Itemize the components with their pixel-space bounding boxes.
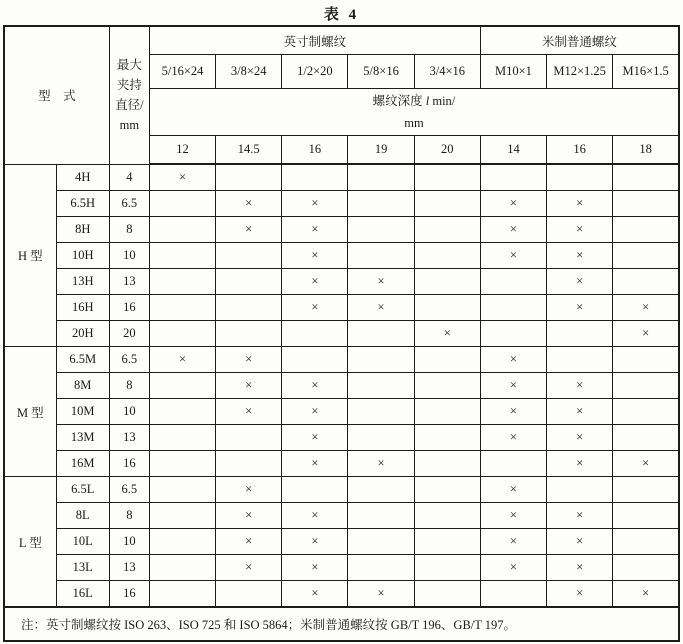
mark-cell: × [480,477,546,503]
mark-cell: × [282,399,348,425]
empty-cell [414,581,480,608]
empty-cell [547,477,613,503]
mark-cell: × [282,217,348,243]
empty-cell [216,269,282,295]
model-cell: 6.5M [56,347,109,373]
empty-cell [414,503,480,529]
empty-cell [348,555,414,581]
mark-cell: × [282,269,348,295]
thread-spec-cell: M10×1 [480,55,546,89]
depth-value-cell: 14 [480,136,546,165]
empty-cell [149,321,215,347]
thread-depth-label: 螺纹深度 l min/ [372,94,456,108]
mark-cell: × [282,295,348,321]
table-row [4,503,679,529]
empty-cell [216,451,282,477]
mark-cell: × [480,347,546,373]
mark-cell: × [282,555,348,581]
mark-cell: × [547,269,613,295]
empty-cell [414,399,480,425]
mark-cell: × [613,295,679,321]
header-type: 型 式 [4,26,109,164]
mark-cell: × [547,555,613,581]
diameter-cell: 10 [109,243,149,269]
empty-cell [216,164,282,191]
empty-cell [149,269,215,295]
mark-cell: × [216,529,282,555]
empty-cell [414,529,480,555]
model-cell: 8L [56,503,109,529]
empty-cell [149,295,215,321]
diameter-label-line: mm [119,118,140,133]
model-cell: 16L [56,581,109,608]
mark-cell: × [348,451,414,477]
empty-cell [149,399,215,425]
empty-cell [547,321,613,347]
mark-cell: × [216,399,282,425]
model-cell: 8M [56,373,109,399]
diameter-cell: 16 [109,581,149,608]
empty-cell [149,555,215,581]
empty-cell [613,529,679,555]
table-row [4,269,679,295]
header-metric-thread-group: 米制普通螺纹 [480,26,679,55]
diameter-cell: 6.5 [109,347,149,373]
empty-cell [216,581,282,608]
empty-cell [149,243,215,269]
empty-cell [414,243,480,269]
diameter-cell: 13 [109,425,149,451]
empty-cell [613,164,679,191]
model-cell: 10H [56,243,109,269]
diameter-cell: 16 [109,295,149,321]
table-row [4,529,679,555]
diameter-cell: 6.5 [109,191,149,217]
diameter-label-line: 夹持 [116,78,142,93]
group-label-cell: L 型 [4,477,56,608]
mark-cell: × [348,581,414,608]
depth-value-cell: 16 [282,136,348,165]
mark-cell: × [547,217,613,243]
header-max-clamp-diameter [109,26,149,164]
group-label-cell: H 型 [4,164,56,347]
empty-cell [414,477,480,503]
diameter-cell: 6.5 [109,477,149,503]
empty-cell [149,373,215,399]
header-inch-thread-group: 英寸制螺纹 [149,26,480,55]
mark-cell: × [547,295,613,321]
model-cell: 16M [56,451,109,477]
empty-cell [613,243,679,269]
mark-cell: × [149,164,215,191]
table-row [4,191,679,217]
model-cell: 10L [56,529,109,555]
thread-spec-cell: 3/4×16 [414,55,480,89]
empty-cell [613,477,679,503]
table-row [4,373,679,399]
depth-value-cell: 16 [547,136,613,165]
empty-cell [282,347,348,373]
diameter-cell: 8 [109,503,149,529]
model-cell: 13L [56,555,109,581]
mark-cell: × [547,451,613,477]
empty-cell [547,164,613,191]
empty-cell [480,451,546,477]
empty-cell [480,269,546,295]
empty-cell [149,191,215,217]
thread-spec-cell: 5/8×16 [348,55,414,89]
empty-cell [216,321,282,347]
mark-cell: × [282,581,348,608]
model-cell: 20H [56,321,109,347]
empty-cell [348,399,414,425]
mark-cell: × [282,243,348,269]
empty-cell [348,243,414,269]
diameter-cell: 10 [109,399,149,425]
empty-cell [348,321,414,347]
mark-cell: × [282,373,348,399]
empty-cell [216,425,282,451]
empty-cell [414,164,480,191]
empty-cell [613,373,679,399]
mark-cell: × [480,191,546,217]
mark-cell: × [216,347,282,373]
mark-cell: × [282,425,348,451]
mark-cell: × [216,191,282,217]
header-thread-depth [149,89,679,136]
table-row [4,347,679,373]
mark-cell: × [613,321,679,347]
empty-cell [613,217,679,243]
empty-cell [414,555,480,581]
mark-cell: × [480,373,546,399]
diameter-cell: 4 [109,164,149,191]
table-row [4,477,679,503]
empty-cell [414,295,480,321]
model-cell: 8H [56,217,109,243]
thread-spec-cell: M16×1.5 [613,55,679,89]
mark-cell: × [216,477,282,503]
table-row [4,164,679,191]
empty-cell [480,164,546,191]
empty-cell [414,191,480,217]
empty-cell [348,217,414,243]
table-row [4,243,679,269]
empty-cell [613,503,679,529]
thread-depth-unit: mm [404,116,424,130]
page-title: 表 4 [323,7,360,23]
empty-cell [149,477,215,503]
thread-spec-cell: M12×1.25 [547,55,613,89]
depth-value-cell: 18 [613,136,679,165]
mark-cell: × [414,321,480,347]
mark-cell: × [149,347,215,373]
empty-cell [149,503,215,529]
table-row [4,581,679,608]
table-row [4,451,679,477]
mark-cell: × [547,243,613,269]
diameter-cell: 8 [109,217,149,243]
empty-cell [348,191,414,217]
mark-cell: × [613,451,679,477]
empty-cell [414,269,480,295]
empty-cell [282,477,348,503]
empty-cell [414,217,480,243]
model-cell: 16H [56,295,109,321]
depth-symbol: l [425,94,430,108]
table-note: 注：英寸制螺纹按 ISO 263、ISO 725 和 ISO 5864；米制普通螺纹按 GB/T 196、GB/T 197。 [4,607,679,641]
diameter-cell: 10 [109,529,149,555]
mark-cell: × [480,399,546,425]
diameter-label-line: 最大 [116,58,142,73]
mark-cell: × [480,425,546,451]
mark-cell: × [282,503,348,529]
mark-cell: × [480,529,546,555]
model-cell: 13H [56,269,109,295]
diameter-cell: 13 [109,269,149,295]
empty-cell [149,217,215,243]
table-body [4,164,679,607]
empty-cell [282,321,348,347]
mark-cell: × [216,217,282,243]
model-cell: 6.5H [56,191,109,217]
mark-cell: × [348,295,414,321]
depth-value-cell: 20 [414,136,480,165]
model-cell: 10M [56,399,109,425]
empty-cell [348,164,414,191]
depth-value-cell: 14.5 [216,136,282,165]
thread-spec-cell: 1/2×20 [282,55,348,89]
diameter-cell: 8 [109,373,149,399]
empty-cell [613,399,679,425]
empty-cell [348,347,414,373]
depth-value-cell: 19 [348,136,414,165]
empty-cell [480,321,546,347]
empty-cell [149,529,215,555]
diameter-cell: 16 [109,451,149,477]
thread-spec-cell: 5/16×24 [149,55,215,89]
empty-cell [348,373,414,399]
mark-cell: × [282,191,348,217]
diameter-cell: 20 [109,321,149,347]
thread-depth-table [3,25,680,642]
mark-cell: × [613,581,679,608]
mark-cell: × [216,373,282,399]
depth-value-cell: 12 [149,136,215,165]
empty-cell [613,347,679,373]
diameter-cell: 13 [109,555,149,581]
table-row [4,217,679,243]
mark-cell: × [547,425,613,451]
empty-cell [348,425,414,451]
empty-cell [216,295,282,321]
table-row [4,399,679,425]
model-cell: 6.5L [56,477,109,503]
table-row [4,321,679,347]
empty-cell [149,581,215,608]
mark-cell: × [348,269,414,295]
table-row [4,425,679,451]
mark-cell: × [480,217,546,243]
empty-cell [348,503,414,529]
empty-cell [613,191,679,217]
mark-cell: × [480,503,546,529]
empty-cell [547,347,613,373]
empty-cell [613,269,679,295]
empty-cell [613,555,679,581]
empty-cell [149,425,215,451]
mark-cell: × [480,243,546,269]
group-label-cell: M 型 [4,347,56,477]
empty-cell [348,477,414,503]
mark-cell: × [547,191,613,217]
mark-cell: × [547,529,613,555]
empty-cell [414,451,480,477]
mark-cell: × [547,373,613,399]
model-cell: 4H [56,164,109,191]
mark-cell: × [216,555,282,581]
mark-cell: × [547,581,613,608]
table-row [4,555,679,581]
mark-cell: × [480,555,546,581]
diameter-label-line: 直径/ [115,98,144,113]
empty-cell [216,243,282,269]
mark-cell: × [282,529,348,555]
model-cell: 13M [56,425,109,451]
empty-cell [282,164,348,191]
mark-cell: × [282,451,348,477]
table-row [4,295,679,321]
mark-cell: × [547,399,613,425]
empty-cell [348,529,414,555]
empty-cell [414,347,480,373]
empty-cell [414,425,480,451]
empty-cell [613,425,679,451]
mark-cell: × [216,503,282,529]
empty-cell [480,295,546,321]
empty-cell [480,581,546,608]
mark-cell: × [547,503,613,529]
empty-cell [149,451,215,477]
thread-spec-cell: 3/8×24 [216,55,282,89]
empty-cell [414,373,480,399]
